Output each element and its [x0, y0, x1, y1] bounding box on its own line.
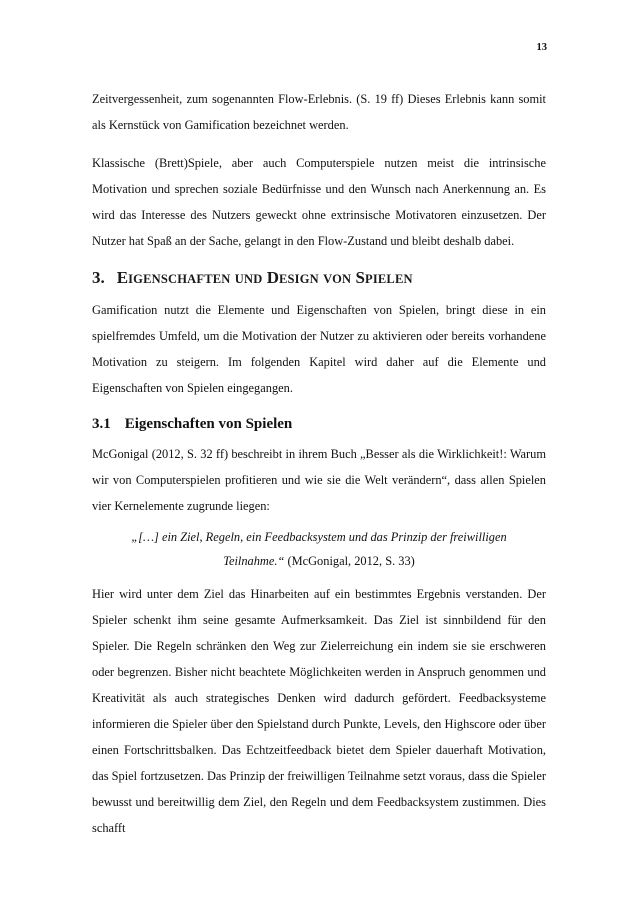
- paragraph-flow: Zeitvergessenheit, zum sogenannten Flow-Erlebnis. (S. 19 ff) Dieses Erlebnis kann somit als Kernstück von Gamification bezeichnet werden.: [92, 92, 546, 132]
- chapter-title: EIGENSCHAFTEN UND DESIGN VON SPIELEN: [116, 268, 413, 287]
- section-number: 3.1: [92, 416, 111, 432]
- block-quote: [112, 525, 526, 573]
- chapter-intro: Gamification nutzt die Elemente und Eigenschaften von Spielen, bringt diese in ein spielfremdes Umfeld, um die Motivation der Nutzer zu aktivieren oder bereits vorhandene Motivation zu steigern. Im folgenden Kapitel wird daher auf die Elemente und Eigenschaften von Spielen eingegangen.: [92, 303, 546, 395]
- page-number: 13: [536, 42, 547, 53]
- section-title: Eigenschaften von Spielen: [124, 416, 293, 432]
- chapter-number: 3.: [92, 268, 105, 287]
- chapter-heading: [92, 266, 546, 291]
- section-intro: McGonigal (2012, S. 32 ff) beschreibt in ihrem Buch „Besser als die Wirklichkeit!: Warum wir von Computerspielen profitieren und wie sie die Welt verändern“, dass allen Spielen vier Kernelemente zugrunde liegen:: [92, 447, 546, 513]
- paragraph-classic-games: Klassische (Brett)Spiele, aber auch Computerspiele nutzen meist die intrinsische Motivation und sprechen soziale Bedürfnisse und den Wunsch nach Anerkennung an. Es wird das Interesse des Nutzers geweckt ohne extrinsische Motivatoren einzusetzen. Der Nutzer hat Spaß an der Sache, gelangt in den Flow-Zustand und bleibt deshalb dabei.: [92, 156, 546, 248]
- section-body: Hier wird unter dem Ziel das Hinarbeiten auf ein bestimmtes Ergebnis verstanden. Der Spieler schenkt ihm seine gesamte Aufmerksamkeit. Das Ziel ist sinnbildend für den Spieler. Die Regeln schränken den Weg zur Zielerreichung ein indem sie sie erschweren oder begrenzen. Bisher nicht beachtete Möglichkeiten werden in Anspruch genommen und Kreativität als auch strategisches Denken wird dadurch gefördert. Feedbacksysteme informieren die Spieler über den Spielstand durch Punkte, Levels, den Highscore oder über einen Fortschrittsbalken. Das Echtzeitfeedback bietet dem Spieler dauerhaft Motivation, das Spiel fortzusetzen. Das Prinzip der freiwilligen Teilnahme setzt voraus, dass die Spieler bewusst und bereitwillig dem Ziel, den Regeln und dem Feedbacksystem zustimmen. Dies schafft: [92, 587, 546, 835]
- quote-text: „[…] ein Ziel, Regeln, ein Feedbacksystem und das Prinzip der freiwilligen Teilnahme.“: [131, 530, 507, 568]
- section-heading: [92, 413, 546, 435]
- quote-citation: (McGonigal, 2012, S. 33): [287, 554, 415, 568]
- page-content: [92, 86, 546, 853]
